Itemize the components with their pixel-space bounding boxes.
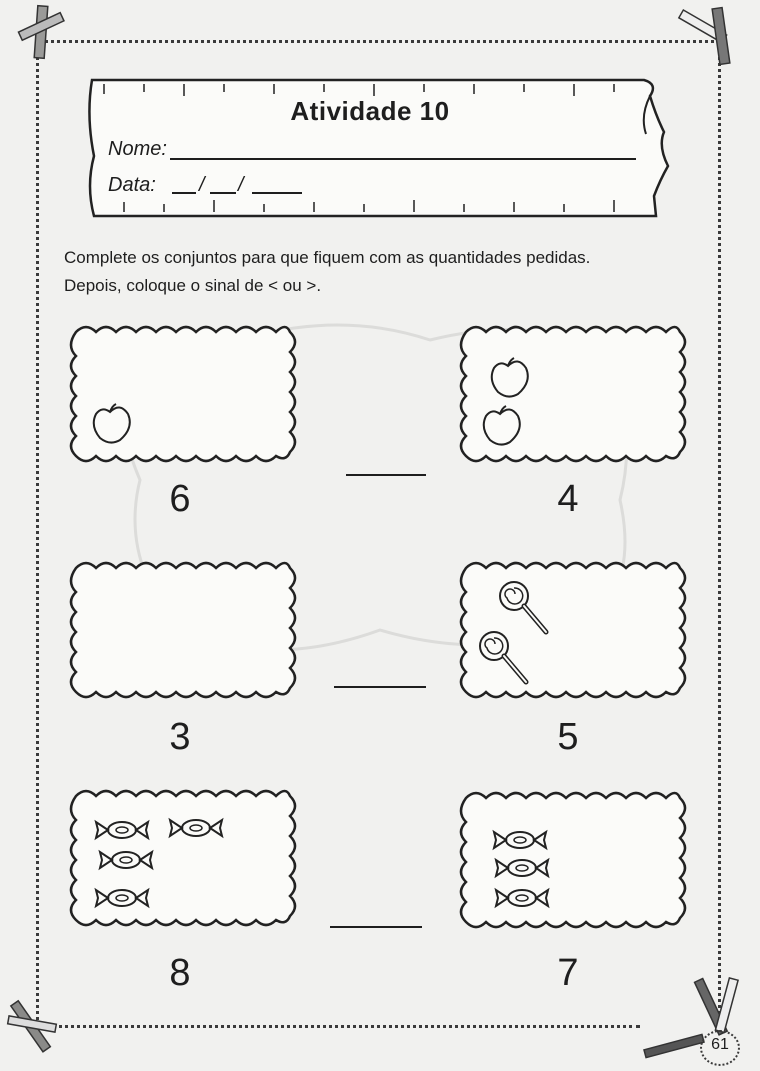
set-box-left-2[interactable]	[66, 558, 300, 706]
date-separator-2: /	[238, 174, 244, 196]
date-month-field[interactable]	[210, 192, 236, 194]
set-box-right-2	[456, 558, 690, 706]
page-border-bottom	[40, 1025, 640, 1028]
date-separator-1: /	[199, 174, 205, 196]
comparison-sign-field-1[interactable]	[346, 474, 426, 476]
set-number-right-2: 5	[557, 716, 579, 758]
comparison-sign-field-2[interactable]	[334, 686, 426, 688]
set-number-left-3: 8	[169, 952, 191, 994]
instruction-line-2: Depois, coloque o sinal de < ou >.	[64, 276, 322, 295]
page-border-top	[40, 40, 720, 43]
date-label: Data:	[108, 174, 156, 196]
page-border-left	[36, 40, 39, 1025]
set-number-right-1: 4	[557, 478, 579, 520]
page-border-right	[718, 40, 721, 1025]
activity-title: Atividade 10	[290, 96, 450, 126]
set-box-left-1[interactable]	[66, 322, 300, 470]
set-number-left-1: 6	[169, 478, 191, 520]
set-box-right-1	[456, 322, 690, 470]
set-number-right-3: 7	[557, 952, 579, 994]
pencils-top-left-icon	[10, 2, 70, 64]
page-number: 61	[711, 1036, 729, 1053]
date-day-field[interactable]	[172, 192, 196, 194]
date-year-field[interactable]	[252, 192, 302, 194]
name-field[interactable]	[170, 158, 636, 160]
pencil-bottom-left-icon	[4, 996, 64, 1056]
pencils-top-right-icon	[672, 4, 742, 68]
name-label: Nome:	[108, 138, 167, 160]
set-box-right-3	[456, 788, 690, 936]
set-number-left-2: 3	[169, 716, 191, 758]
comparison-sign-field-3[interactable]	[330, 926, 422, 928]
instruction-line-1: Complete os conjuntos para que fiquem com as quantidades pedidas.	[64, 248, 591, 267]
set-box-left-3[interactable]	[66, 786, 300, 934]
